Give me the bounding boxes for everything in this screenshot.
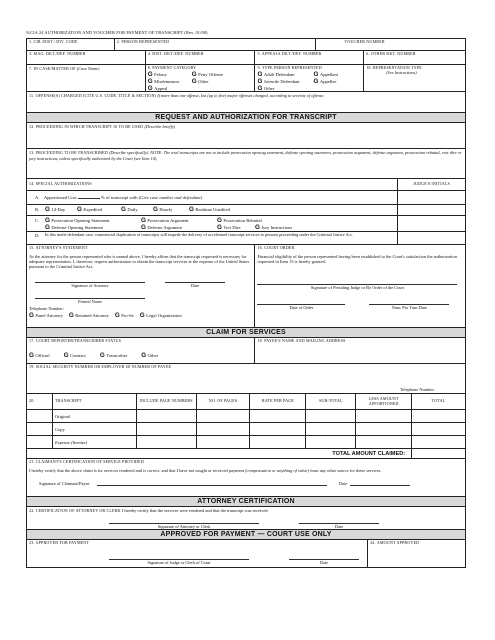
date-of-order-line[interactable]: Date of Order bbox=[257, 304, 345, 311]
opt-misdemeanor[interactable]: G Misdemeanor bbox=[147, 77, 180, 85]
payment-category-label: 8. PAYMENT CATEGORY bbox=[147, 65, 197, 70]
attorney-clerk-date-line[interactable]: Date bbox=[299, 523, 379, 529]
field-14d[interactable] bbox=[27, 232, 398, 244]
opt-juvenile-defendant[interactable]: G Juvenile Defendant bbox=[257, 77, 300, 85]
field-14b bbox=[27, 205, 398, 215]
cell-input[interactable] bbox=[356, 410, 412, 422]
field-dist-dkt[interactable]: 4. DIST. DKT./DEF. NUMBER bbox=[146, 51, 256, 64]
opt-panel-attorney[interactable]: G Panel Attorney bbox=[29, 311, 63, 319]
row-14c bbox=[27, 216, 466, 232]
opt-voir-dire[interactable]: G Voir Dire bbox=[217, 224, 241, 232]
reporter-status-section bbox=[27, 338, 255, 363]
proceeding-transcribed-hint: (Describe specifically). NOTE: The trial transcripts are not to include prosecution opening statement, defense opening statement, prosecution argument, defense argument, prosecution rebuttal, voir dire or jury instructions, unless specifically authorized by the Court (see Item 14). bbox=[29, 150, 462, 161]
cja24-form bbox=[26, 30, 466, 568]
form-table bbox=[26, 38, 466, 568]
field-appeals-dkt[interactable]: 5. APPEALS DKT./DEF. NUMBER bbox=[255, 51, 364, 64]
court-order-section bbox=[255, 245, 466, 327]
proceeding-used-label: 12. PROCEEDING IN WHICH TRANSCRIPT IS TO BE USED bbox=[29, 124, 144, 130]
proceeding-used-hint: (Describe briefly) bbox=[144, 124, 176, 130]
opt-transcriber[interactable]: G Transcriber bbox=[99, 351, 128, 359]
telephone-label[interactable]: Telephone Number: bbox=[29, 305, 64, 311]
field-proceeding-transcribed[interactable] bbox=[27, 149, 466, 178]
amount-approved[interactable]: 24. AMOUNT APPROVED bbox=[368, 540, 466, 567]
table-row bbox=[27, 423, 466, 436]
row-12 bbox=[27, 123, 466, 149]
checkbox-icon: G bbox=[147, 70, 153, 78]
row-11 bbox=[27, 92, 466, 113]
ssn-ein-label: 19. SOCIAL SECURITY NUMBER OR EMPLOYER ID NUMBER OF PAYEE bbox=[29, 364, 172, 370]
checkbox-icon: G bbox=[77, 206, 82, 214]
14a-blank[interactable] bbox=[78, 198, 100, 199]
table-row bbox=[27, 410, 466, 423]
checkbox-icon: G bbox=[217, 217, 222, 225]
opt-other[interactable]: G Other bbox=[191, 77, 209, 85]
cell-input[interactable] bbox=[306, 423, 356, 435]
col-include-page-numbers: INCLUDE PAGE NUMBERS bbox=[137, 394, 197, 409]
opt-prosecution-argument[interactable]: G Prosecution Argument bbox=[141, 217, 189, 225]
type-person-label: 9. TYPE PERSON REPRESENTED bbox=[257, 65, 322, 70]
opt-official[interactable]: G Official bbox=[29, 351, 50, 359]
checkbox-icon: G bbox=[147, 85, 153, 91]
opt-felony[interactable]: G Felony bbox=[147, 70, 167, 78]
approved-for-payment-label: 23. APPROVED FOR PAYMENT bbox=[29, 540, 90, 546]
field-voucher-number[interactable]: VOUCHER NUMBER bbox=[316, 39, 466, 50]
checkbox-icon: G bbox=[114, 311, 120, 319]
judge-clerk-signature-line[interactable]: Signature of Judge or Clerk of Court bbox=[109, 559, 249, 566]
checkbox-icon: G bbox=[257, 70, 263, 78]
row-band-attorney bbox=[27, 497, 466, 507]
opt-defense-opening[interactable]: G Defense Opening Statement bbox=[45, 224, 103, 232]
14d-text: In this multi-defendant case, commercial duplication of transcripts will impede the delivery of accelerated transcript services to persons proceeding under the Criminal Justice Act. bbox=[45, 232, 353, 238]
col-total: TOTAL bbox=[412, 394, 466, 409]
field-type-person bbox=[255, 65, 364, 91]
field-case-matter[interactable] bbox=[27, 65, 146, 91]
opt-appeal[interactable]: G Appeal bbox=[147, 85, 168, 91]
cell-input[interactable] bbox=[250, 423, 306, 435]
checkbox-icon: G bbox=[121, 206, 126, 214]
opt-retained-attorney[interactable]: G Retained Attorney bbox=[68, 311, 109, 319]
checkbox-icon: G bbox=[217, 224, 222, 232]
cell-input[interactable] bbox=[137, 423, 197, 435]
opt-expedited[interactable]: G Expedited bbox=[77, 206, 103, 214]
field-payment-category bbox=[146, 65, 256, 91]
row-band-claim bbox=[27, 328, 466, 338]
payee-name-address[interactable]: 18. PAYEE'S NAME AND MAILING ADDRESS bbox=[255, 338, 466, 363]
claimant-certification-label: 21. CLAIMANT'S CERTIFICATION OF SERVICE PROVIDED bbox=[29, 459, 144, 465]
checkbox-icon: G bbox=[45, 206, 50, 214]
judge-clerk-date-line[interactable]: Date bbox=[289, 559, 359, 566]
case-matter-label: 7. IN CASE/MATTER OF bbox=[29, 66, 76, 71]
opt-prosecution-opening[interactable]: G Prosecution Opening Statement bbox=[45, 217, 110, 225]
cell-input[interactable] bbox=[137, 410, 197, 422]
opt-appellant[interactable]: G Appellant bbox=[313, 70, 339, 78]
section-band-attorney: ATTORNEY CERTIFICATION bbox=[27, 497, 466, 506]
attorney-date-line[interactable]: Date bbox=[165, 282, 225, 289]
attorney-statement-section bbox=[27, 245, 255, 327]
claimant-certification-text: I hereby certify that the above claim is for services rendered and is correct, and that I have not sought or received payment (compensation or anything of value) from any other source for these services. bbox=[29, 467, 382, 473]
opt-daily[interactable]: G Daily bbox=[121, 206, 138, 214]
row-13 bbox=[27, 149, 466, 179]
row-2 bbox=[27, 51, 466, 65]
row-22 bbox=[27, 507, 466, 530]
checkbox-icon: G bbox=[257, 77, 263, 85]
row-14d bbox=[27, 232, 466, 245]
offenses-hint: If more than one offense, list (up to five) major offenses charged, according to severity of offense. bbox=[157, 93, 325, 98]
table-row bbox=[27, 436, 466, 449]
checkbox-icon: G bbox=[141, 224, 146, 232]
cell-input[interactable] bbox=[412, 436, 466, 448]
col-sub-total: SUB-TOTAL bbox=[306, 394, 356, 409]
checkbox-icon: G bbox=[99, 351, 105, 359]
attorney-signature-line[interactable]: Signature of Attorney bbox=[35, 282, 145, 289]
attorney-statement-text: As the attorney for the person represented who is named above, I hereby affirm that the transcript requested is necessary for adequate representation. I, therefore, request authorization to obtain the transcript services at the expense of the United States pursuant to the Criminal Justice Act. bbox=[29, 253, 250, 269]
field-14c bbox=[27, 216, 398, 231]
row-band-payment bbox=[27, 530, 466, 540]
14c-letter: C. bbox=[35, 218, 40, 224]
representation-type-label: 10. REPRESENTATION TYPE bbox=[366, 65, 422, 70]
opt-hourly[interactable]: G Hourly bbox=[153, 206, 173, 214]
checkbox-icon: G bbox=[313, 70, 319, 78]
opt-prosecution-rebuttal[interactable]: G Prosecution Rebuttal bbox=[217, 217, 262, 225]
cell-input[interactable] bbox=[306, 410, 356, 422]
14a-hint: (Give case number and defendant) bbox=[138, 195, 203, 201]
claimant-date-label: Date bbox=[339, 480, 348, 486]
opt-adult-defendant[interactable]: G Adult Defendant bbox=[257, 70, 295, 78]
claimant-certification-section bbox=[27, 459, 466, 496]
cell-input[interactable] bbox=[306, 436, 356, 448]
col-transcript: TRANSCRIPT bbox=[53, 394, 137, 409]
checkbox-icon: G bbox=[255, 224, 260, 232]
initials-14a[interactable] bbox=[398, 191, 466, 204]
checkbox-icon: G bbox=[141, 217, 146, 225]
claimant-signature-line[interactable] bbox=[97, 485, 327, 486]
row-19 bbox=[27, 364, 466, 394]
cell-input[interactable] bbox=[250, 436, 306, 448]
field-ssn-ein[interactable] bbox=[27, 364, 466, 393]
special-authorizations-label: 14. SPECIAL AUTHORIZATIONS bbox=[27, 179, 398, 190]
14a-letter: A. bbox=[35, 195, 40, 201]
section-band-request: REQUEST AND AUTHORIZATION FOR TRANSCRIPT bbox=[27, 113, 466, 122]
section-band-payment: APPROVED FOR PAYMENT — COURT USE ONLY bbox=[27, 530, 466, 539]
initials-14c[interactable] bbox=[398, 216, 466, 231]
opt-legal-organization[interactable]: G Legal Organization bbox=[139, 311, 182, 319]
checkbox-icon: G bbox=[29, 311, 34, 319]
field-proceeding-used[interactable] bbox=[27, 123, 466, 148]
total-claimed-value[interactable] bbox=[412, 449, 466, 458]
field-cir-dist-div-code[interactable]: 1. CIR./DIST./ DIV. CODE bbox=[27, 39, 115, 50]
cell-input[interactable] bbox=[197, 410, 251, 422]
row-14a bbox=[27, 191, 466, 205]
14a-tail: % of transcript with bbox=[100, 195, 138, 201]
14a-text: Apportioned Cost bbox=[43, 195, 77, 201]
row-total-claimed bbox=[27, 449, 466, 459]
opt-realtime-unedited[interactable]: G Realtime Unedited bbox=[189, 206, 230, 214]
opt-other-person[interactable]: G Other bbox=[257, 85, 275, 91]
row-band-request bbox=[27, 113, 466, 123]
cell-input[interactable] bbox=[356, 423, 412, 435]
cell-input[interactable] bbox=[197, 423, 251, 435]
reporter-status-label: 17. COURT REPORTER/TRANSCRIBER STATUS bbox=[29, 338, 122, 344]
row-23-24 bbox=[27, 540, 466, 568]
opt-appellee[interactable]: G Appellee bbox=[313, 77, 337, 85]
14b-letter: B. bbox=[35, 207, 40, 213]
checkbox-icon: G bbox=[63, 351, 69, 359]
row-20-header bbox=[27, 394, 466, 410]
cell-input[interactable] bbox=[412, 423, 466, 435]
opt-14-day[interactable]: G 14-Day bbox=[45, 206, 66, 214]
checkbox-icon: G bbox=[45, 224, 50, 232]
field-mag-dkt[interactable]: 3. MAG. DKT./DEF. NUMBER bbox=[27, 51, 146, 64]
offenses-label: 11. OFFENSE(S) CHARGED (CITE U.S. CODE, TITLE & SECTION) bbox=[29, 93, 157, 98]
cell-input[interactable] bbox=[250, 410, 306, 422]
checkbox-icon: G bbox=[191, 77, 197, 85]
printed-name-line[interactable]: Printed Name bbox=[35, 298, 145, 305]
cell-input[interactable] bbox=[197, 436, 251, 448]
proceeding-transcribed-label: 13. PROCEEDING TO BE TRANSCRIBED bbox=[29, 150, 108, 156]
checkbox-icon: G bbox=[189, 206, 194, 214]
checkbox-icon: G bbox=[141, 351, 147, 359]
judge-signature-line[interactable]: Signature of Presiding Judge or By Order of the Court bbox=[257, 284, 457, 291]
field-other-dkt[interactable]: 6. OTHER DKT. NUMBER bbox=[364, 51, 466, 64]
initials-14d[interactable] bbox=[398, 232, 466, 244]
opt-petty-offense[interactable]: G Petty Offense bbox=[191, 70, 224, 78]
col-rate-per-page: RATE PER PAGE bbox=[250, 394, 306, 409]
row-14-header bbox=[27, 179, 466, 191]
section-band-claim: CLAIM FOR SERVICES bbox=[27, 328, 466, 337]
total-claimed-label: TOTAL AMOUNT CLAIMED: bbox=[27, 449, 412, 458]
row-1 bbox=[27, 39, 466, 51]
court-order-label: 16. COURT ORDER bbox=[257, 245, 295, 251]
attorney-clerk-certification-label: 22. CERTIFICATION OF ATTORNEY OR CLERK bbox=[29, 508, 121, 514]
claimant-signature-label: Signature of Claimant/Payee bbox=[39, 480, 90, 486]
row-14b bbox=[27, 205, 466, 216]
checkbox-icon: G bbox=[257, 85, 263, 91]
row-17-18 bbox=[27, 338, 466, 364]
case-matter-hint: (Case Name) bbox=[76, 66, 100, 71]
payee-telephone-label: Telephone Number: bbox=[400, 387, 435, 393]
representation-type-hint: (See Instructions) bbox=[386, 69, 417, 75]
checkbox-icon: G bbox=[313, 77, 319, 85]
field-14a[interactable] bbox=[27, 191, 398, 204]
initials-14b[interactable] bbox=[398, 205, 466, 215]
opt-other-status[interactable]: G Other bbox=[141, 351, 159, 359]
opt-contract[interactable]: G Contract bbox=[63, 351, 86, 359]
checkbox-icon: G bbox=[147, 77, 153, 85]
checkbox-icon: G bbox=[153, 206, 158, 214]
row-15-16 bbox=[27, 245, 466, 328]
attorney-statement-label: 15. ATTORNEY'S STATEMENT bbox=[29, 245, 88, 251]
row-3 bbox=[27, 65, 466, 92]
nunc-pro-tunc-line[interactable]: Nunc Pro Tunc Date bbox=[369, 304, 449, 311]
item-20-number: 20. bbox=[27, 394, 53, 409]
field-person-represented[interactable]: 2. PERSON REPRESENTED bbox=[115, 39, 317, 50]
field-representation-type[interactable] bbox=[364, 65, 466, 91]
row-copy-label: Copy bbox=[53, 423, 137, 435]
row-original-label: Original bbox=[53, 410, 137, 422]
field-offenses-charged[interactable] bbox=[27, 92, 466, 112]
attorney-clerk-certification bbox=[27, 507, 466, 529]
approved-for-payment-section bbox=[27, 540, 368, 567]
checkbox-icon: G bbox=[191, 70, 197, 78]
cell-input[interactable] bbox=[137, 436, 197, 448]
row-expense-label: Expense (Itemize) bbox=[53, 436, 137, 448]
col-less-amount-apportioned: LESS AMOUNT APPORTIONED bbox=[356, 394, 412, 409]
opt-defense-argument[interactable]: G Defense Argument bbox=[141, 224, 182, 232]
checkbox-icon: G bbox=[45, 217, 50, 225]
judges-initials-label: JUDGE'S INITIALS bbox=[398, 179, 466, 190]
cell-input[interactable] bbox=[412, 410, 466, 422]
checkbox-icon: G bbox=[29, 351, 34, 359]
checkbox-icon: G bbox=[68, 311, 74, 319]
row-21 bbox=[27, 459, 466, 497]
attorney-clerk-certification-text: I hereby certify that the services were rendered and that the transcript was received. bbox=[121, 508, 269, 514]
attorney-clerk-signature-line[interactable]: Signature of Attorney or Clerk bbox=[109, 523, 259, 529]
opt-jury-instructions[interactable]: G Jury Instructions bbox=[255, 224, 293, 232]
claimant-date-line[interactable] bbox=[350, 485, 410, 486]
form-header: %CJA 24 AUTHORIZATION AND VOUCHER FOR PAYMENT OF TRANSCRIPT (Rev. 01/08) bbox=[26, 30, 208, 35]
opt-pro-se[interactable]: G Pro-Se bbox=[114, 311, 134, 319]
14d-letter: D. bbox=[35, 233, 40, 239]
court-order-text: Financial eligibility of the person represented having been established to the Court's satisfaction the authorization requested in Item 15 is hereby granted. bbox=[257, 253, 457, 264]
cell-input[interactable] bbox=[356, 436, 412, 448]
checkbox-icon: G bbox=[139, 311, 145, 319]
col-no-of-pages: NO. OF PAGES bbox=[197, 394, 251, 409]
